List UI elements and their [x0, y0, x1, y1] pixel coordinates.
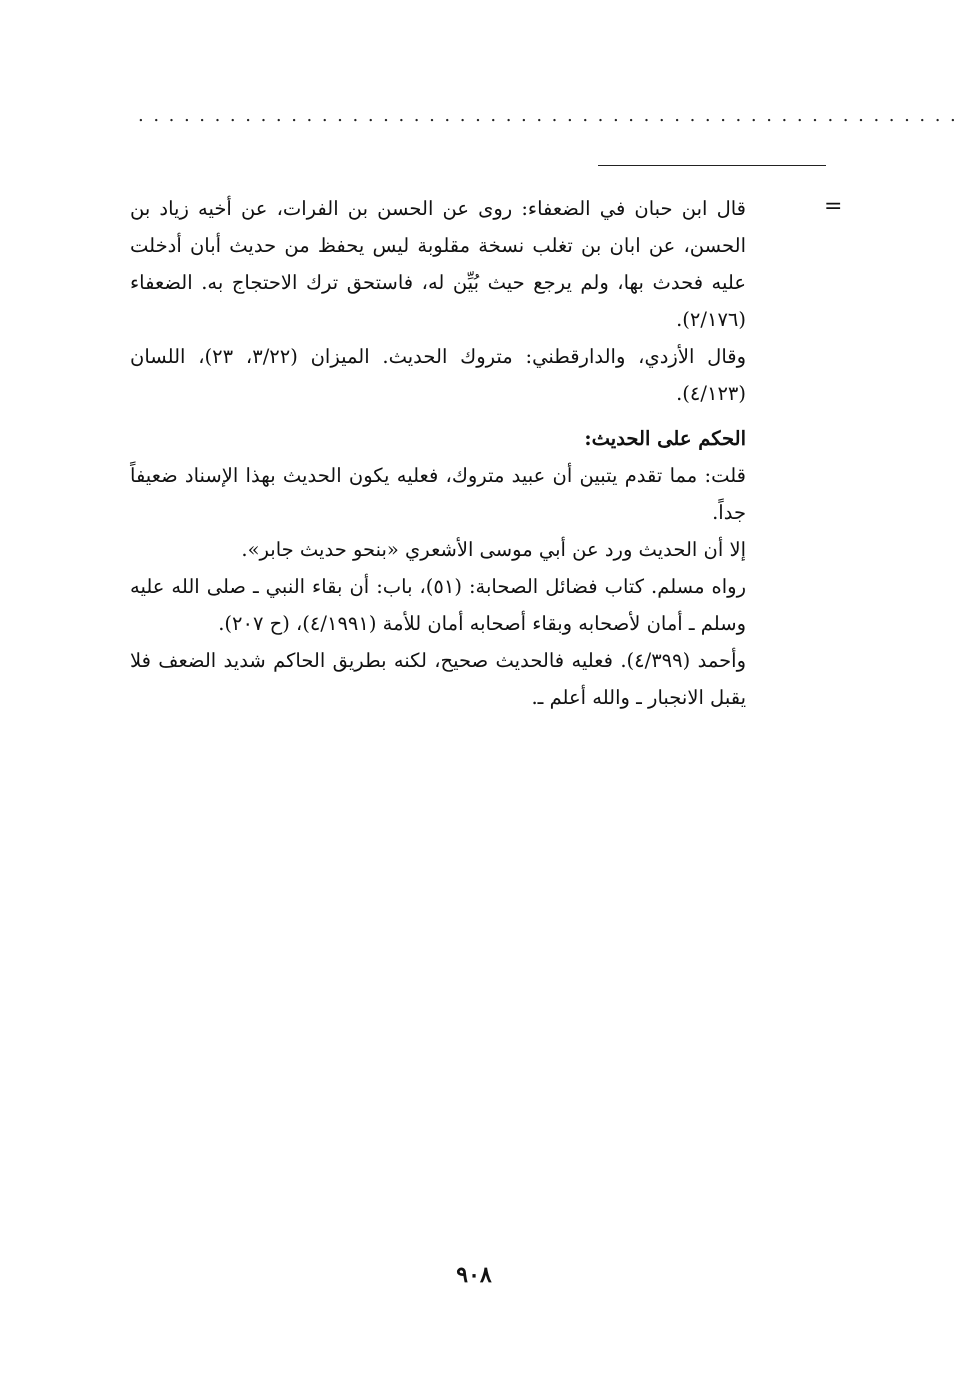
body-paragraph-abu-musa: إلا أن الحديث ورد عن أبي موسى الأشعري «بنحو حديث جابر». [241, 538, 746, 561]
page-number: ٩٠٨ [456, 1262, 492, 1288]
footnote-paragraph-ibn-hibban: قال ابن حبان في الضعفاء: روى عن الحسن بن الفرات، عن أخيه زياد بن الحسن، عن ابان بن تغلب نسخة مقلوبة ليس يحفظ من حديث أبان أدخلت عليه فحدث بها، ولم يرجع حيث بُيِّن له، فاستحق ترك الاحتجاج به. الضعفاء (٢/١٧٦). [130, 197, 746, 331]
page-text [130, 190, 746, 716]
body-paragraph-ahmad: وأحمد (٤/٣٩٩). فعليه فالحديث صحيح، لكنه بطريق الحاكم شديد الضعف فلا يقبل الانجبار ـ والله أعلم ـ. [130, 649, 746, 709]
dotted-separator: ...................................................... [138, 105, 965, 126]
continuation-mark: = [824, 194, 843, 219]
body-paragraph-verdict: قلت: مما تقدم يتبين أن عبيد متروك، فعليه يكون الحديث بهذا الإسناد ضعيفاً جداً. [130, 464, 746, 524]
body-paragraph-muslim: رواه مسلم. كتاب فضائل الصحابة: (٥١)، باب: أن بقاء النبي ـ صلى الله عليه وسلم ـ أمان لأصحابه وبقاء أصحابه أمان للأمة (٤/١٩٩١)، (ح ٢٠٧). [130, 575, 746, 635]
footnote-rule [598, 165, 826, 166]
footnote-paragraph-azdi: وقال الأزدي، والدارقطني: متروك الحديث. الميزان (٣/٢٢، ٢٣)، اللسان (٤/١٢٣). [130, 345, 747, 405]
section-heading: الحكم على الحديث: [584, 427, 746, 450]
